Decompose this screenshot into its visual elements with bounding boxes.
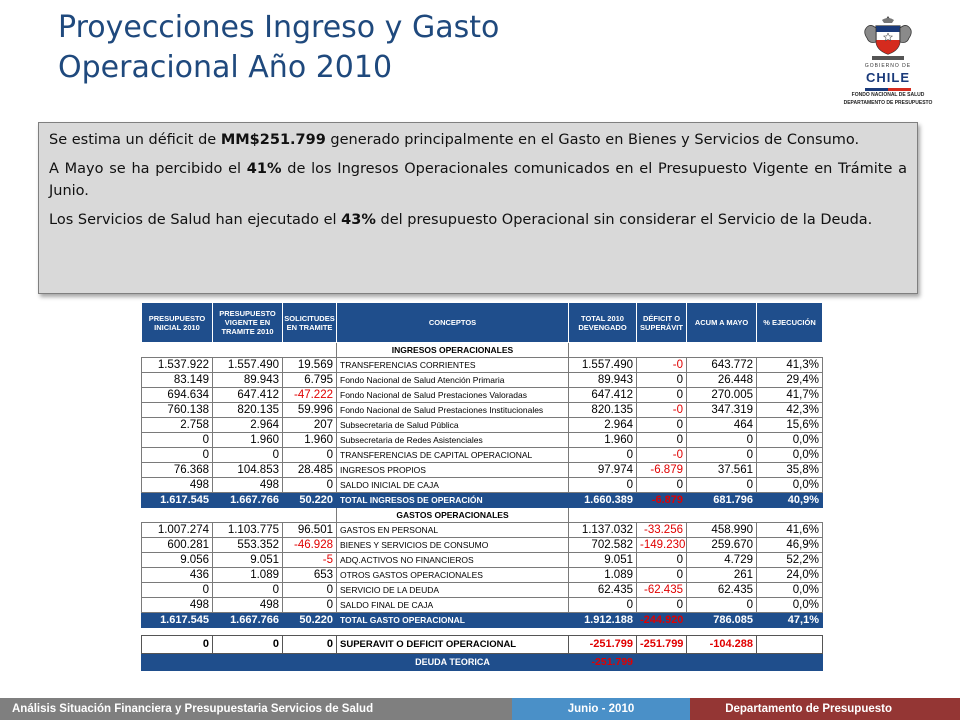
value-cell: 89.943 bbox=[569, 373, 637, 388]
value-cell: 6.795 bbox=[283, 373, 337, 388]
value-cell: 28.485 bbox=[283, 463, 337, 478]
table-row bbox=[142, 478, 823, 493]
value-cell: 0 bbox=[142, 448, 213, 463]
value-cell: 1.960 bbox=[569, 433, 637, 448]
summary-box bbox=[38, 122, 918, 294]
concept-cell: OTROS GASTOS OPERACIONALES bbox=[337, 568, 569, 583]
value-cell: 1.960 bbox=[283, 433, 337, 448]
value-cell: -104.288 bbox=[687, 636, 757, 654]
concept-cell: TRANSFERENCIAS CORRIENTES bbox=[337, 358, 569, 373]
concept-cell: BIENES Y SERVICIOS DE CONSUMO bbox=[337, 538, 569, 553]
table-header-row bbox=[142, 303, 823, 343]
value-cell: 0 bbox=[142, 636, 213, 654]
value-cell: 0 bbox=[569, 448, 637, 463]
value-cell: 26.448 bbox=[687, 373, 757, 388]
table-row bbox=[142, 598, 823, 613]
value-cell: 347.319 bbox=[687, 403, 757, 418]
value-cell: 0 bbox=[637, 553, 687, 568]
value-cell: 0 bbox=[637, 373, 687, 388]
value-cell: 1.007.274 bbox=[142, 523, 213, 538]
footer-report-title: Análisis Situación Financiera y Presupuestaria Servicios de Salud bbox=[0, 698, 512, 720]
concept-cell: Subsecretaria de Salud Pública bbox=[337, 418, 569, 433]
section-ingresos-title bbox=[142, 343, 823, 358]
value-cell: 498 bbox=[213, 598, 283, 613]
value-cell: 458.990 bbox=[687, 523, 757, 538]
concept-cell: SALDO INICIAL DE CAJA bbox=[337, 478, 569, 493]
coat-of-arms-icon bbox=[862, 12, 914, 62]
header-presupuesto-inicial: PRESUPUESTO INICIAL 2010 bbox=[142, 303, 213, 343]
table-row bbox=[142, 538, 823, 553]
value-cell: 0,0% bbox=[757, 478, 823, 493]
value-cell: 0,0% bbox=[757, 448, 823, 463]
value-cell: 9.051 bbox=[213, 553, 283, 568]
section-gastos-title bbox=[142, 508, 823, 523]
value-cell: -0 bbox=[637, 358, 687, 373]
value-cell: -5 bbox=[283, 553, 337, 568]
value-cell: 0 bbox=[283, 636, 337, 654]
value-cell: 498 bbox=[213, 478, 283, 493]
value-cell: 47,1% bbox=[757, 613, 823, 628]
value-cell: -251.799 bbox=[569, 636, 637, 654]
gobierno-de-chile-logo bbox=[838, 12, 938, 112]
summary-paragraph-deficit: Se estima un déficit de MM$251.799 generado principalmente en el Gasto en Bienes y Servicios de Consumo. bbox=[49, 132, 860, 148]
value-cell: 0 bbox=[687, 433, 757, 448]
value-cell: 46,9% bbox=[757, 538, 823, 553]
value-cell: 1.557.490 bbox=[569, 358, 637, 373]
value-cell: 0 bbox=[637, 568, 687, 583]
logo-department-text: DEPARTAMENTO DE PRESUPUESTO bbox=[843, 100, 933, 106]
header-solicitudes: SOLICITUDES EN TRAMITE bbox=[283, 303, 337, 343]
header-acum-mayo: ACUM A MAYO bbox=[687, 303, 757, 343]
value-cell: 259.670 bbox=[687, 538, 757, 553]
value-cell: 1.537.922 bbox=[142, 358, 213, 373]
table-row bbox=[142, 523, 823, 538]
value-cell: -6.879 bbox=[637, 463, 687, 478]
header-ejecucion: % EJECUCIÓN bbox=[757, 303, 823, 343]
value-cell: 498 bbox=[142, 598, 213, 613]
concept-cell: Subsecretaria de Redes Asistenciales bbox=[337, 433, 569, 448]
concept-cell: SUPERAVIT O DEFICIT OPERACIONAL bbox=[337, 636, 569, 654]
concept-cell: SALDO FINAL DE CAJA bbox=[337, 598, 569, 613]
concept-cell: INGRESOS PROPIOS bbox=[337, 463, 569, 478]
logo-fonasa-text: FONDO NACIONAL DE SALUD bbox=[851, 92, 925, 98]
value-cell: 1.617.545 bbox=[142, 613, 213, 628]
value-cell: 702.582 bbox=[569, 538, 637, 553]
value-cell: 62.435 bbox=[569, 583, 637, 598]
value-cell: 0 bbox=[637, 478, 687, 493]
value-cell: 1.089 bbox=[213, 568, 283, 583]
value-cell: 1.137.032 bbox=[569, 523, 637, 538]
value-cell: 0 bbox=[687, 448, 757, 463]
deuda-label: DEUDA TEORICA bbox=[337, 654, 569, 671]
value-cell: 1.660.389 bbox=[569, 493, 637, 508]
value-cell: 207 bbox=[283, 418, 337, 433]
value-cell: -46.928 bbox=[283, 538, 337, 553]
summary-paragraph-ejecucion: Los Servicios de Salud han ejecutado el 43% del presupuesto Operacional sin considerar el Servicio de la Deuda. bbox=[49, 212, 873, 228]
value-cell: 2.758 bbox=[142, 418, 213, 433]
value-cell: 786.085 bbox=[687, 613, 757, 628]
value-cell: 0 bbox=[213, 448, 283, 463]
value-cell: 1.617.545 bbox=[142, 493, 213, 508]
value-cell: 9.051 bbox=[569, 553, 637, 568]
concept-cell: TOTAL GASTO OPERACIONAL bbox=[337, 613, 569, 628]
value-cell: 647.412 bbox=[569, 388, 637, 403]
value-cell: 0,0% bbox=[757, 598, 823, 613]
value-cell: -0 bbox=[637, 403, 687, 418]
concept-cell: Fondo Nacional de Salud Atención Primaria bbox=[337, 373, 569, 388]
deuda-value: -251.799 bbox=[569, 654, 637, 671]
value-cell: 1.089 bbox=[569, 568, 637, 583]
title-line-2: Operacional Año 2010 bbox=[58, 50, 393, 85]
value-cell: 59.996 bbox=[283, 403, 337, 418]
value-cell: 35,8% bbox=[757, 463, 823, 478]
value-cell: 96.501 bbox=[283, 523, 337, 538]
value-cell: 83.149 bbox=[142, 373, 213, 388]
value-cell: 0 bbox=[687, 598, 757, 613]
value-cell: 76.368 bbox=[142, 463, 213, 478]
value-cell: 0 bbox=[283, 598, 337, 613]
value-cell: 694.634 bbox=[142, 388, 213, 403]
value-cell: -244.920 bbox=[637, 613, 687, 628]
value-cell: 24,0% bbox=[757, 568, 823, 583]
value-cell: 0 bbox=[213, 583, 283, 598]
concept-cell: TOTAL INGRESOS DE OPERACIÓN bbox=[337, 493, 569, 508]
value-cell: 2.964 bbox=[569, 418, 637, 433]
footer-date: Junio - 2010 bbox=[512, 698, 690, 720]
value-cell: 40,9% bbox=[757, 493, 823, 508]
table-spacer-row bbox=[142, 628, 823, 636]
value-cell: 1.557.490 bbox=[213, 358, 283, 373]
value-cell: 9.056 bbox=[142, 553, 213, 568]
value-cell: 50.220 bbox=[283, 493, 337, 508]
value-cell: 41,6% bbox=[757, 523, 823, 538]
section-title: INGRESOS OPERACIONALES bbox=[337, 343, 569, 358]
value-cell: 553.352 bbox=[213, 538, 283, 553]
value-cell: 50.220 bbox=[283, 613, 337, 628]
value-cell: 104.853 bbox=[213, 463, 283, 478]
value-cell: 270.005 bbox=[687, 388, 757, 403]
header-presupuesto-vigente: PRESUPUESTO VIGENTE EN TRAMITE 2010 bbox=[213, 303, 283, 343]
value-cell: 19.569 bbox=[283, 358, 337, 373]
value-cell: 600.281 bbox=[142, 538, 213, 553]
value-cell: 1.103.775 bbox=[213, 523, 283, 538]
value-cell: 0 bbox=[213, 636, 283, 654]
value-cell: 1.667.766 bbox=[213, 493, 283, 508]
value-cell: 41,3% bbox=[757, 358, 823, 373]
value-cell: 0 bbox=[142, 583, 213, 598]
concept-cell: TRANSFERENCIAS DE CAPITAL OPERACIONAL bbox=[337, 448, 569, 463]
table-row bbox=[142, 418, 823, 433]
title-line-1: Proyecciones Ingreso y Gasto bbox=[58, 10, 500, 45]
value-cell: 89.943 bbox=[213, 373, 283, 388]
value-cell: 2.964 bbox=[213, 418, 283, 433]
table-row bbox=[142, 403, 823, 418]
value-cell: 29,4% bbox=[757, 373, 823, 388]
value-cell: -62.435 bbox=[637, 583, 687, 598]
page-title bbox=[58, 8, 818, 88]
value-cell: 261 bbox=[687, 568, 757, 583]
value-cell: 760.138 bbox=[142, 403, 213, 418]
value-cell: -47.222 bbox=[283, 388, 337, 403]
value-cell: 0 bbox=[569, 598, 637, 613]
value-cell: 97.974 bbox=[569, 463, 637, 478]
table-row bbox=[142, 433, 823, 448]
table-row bbox=[142, 568, 823, 583]
value-cell: 0 bbox=[283, 448, 337, 463]
table-row bbox=[142, 448, 823, 463]
value-cell: 0,0% bbox=[757, 583, 823, 598]
value-cell: -33.256 bbox=[637, 523, 687, 538]
logo-chile-text: CHILE bbox=[866, 70, 910, 85]
value-cell: 52,2% bbox=[757, 553, 823, 568]
value-cell: 436 bbox=[142, 568, 213, 583]
value-cell: 643.772 bbox=[687, 358, 757, 373]
value-cell: 62.435 bbox=[687, 583, 757, 598]
value-cell: 15,6% bbox=[757, 418, 823, 433]
header-total-devengado: TOTAL 2010 DEVENGADO bbox=[569, 303, 637, 343]
table-row bbox=[142, 553, 823, 568]
value-cell: 681.796 bbox=[687, 493, 757, 508]
total-ingresos-row bbox=[142, 493, 823, 508]
value-cell: 820.135 bbox=[569, 403, 637, 418]
value-cell: 653 bbox=[283, 568, 337, 583]
value-cell: -251.799 bbox=[637, 636, 687, 654]
value-cell: 0 bbox=[569, 478, 637, 493]
footer-department: Departamento de Presupuesto bbox=[690, 698, 960, 720]
value-cell: 0 bbox=[637, 598, 687, 613]
table-row bbox=[142, 373, 823, 388]
concept-cell: Fondo Nacional de Salud Prestaciones Valoradas bbox=[337, 388, 569, 403]
value-cell: 647.412 bbox=[213, 388, 283, 403]
budget-table-body bbox=[142, 343, 823, 671]
deuda-teorica-row bbox=[142, 654, 823, 671]
value-cell: -149.230 bbox=[637, 538, 687, 553]
value-cell: 464 bbox=[687, 418, 757, 433]
value-cell: 4.729 bbox=[687, 553, 757, 568]
logo-gobierno-text: GOBIERNO DE bbox=[864, 63, 912, 69]
value-cell: 0 bbox=[283, 583, 337, 598]
table-row bbox=[142, 463, 823, 478]
value-cell: 0,0% bbox=[757, 433, 823, 448]
budget-table-container bbox=[141, 302, 822, 691]
table-row bbox=[142, 583, 823, 598]
value-cell: 1.912.188 bbox=[569, 613, 637, 628]
budget-table bbox=[141, 302, 823, 671]
header-deficit: DÉFICIT O SUPERÁVIT bbox=[637, 303, 687, 343]
value-cell: 0 bbox=[283, 478, 337, 493]
value-cell: 0 bbox=[637, 388, 687, 403]
value-cell: 41,7% bbox=[757, 388, 823, 403]
superavit-row bbox=[142, 636, 823, 654]
value-cell: 42,3% bbox=[757, 403, 823, 418]
value-cell: 0 bbox=[687, 478, 757, 493]
value-cell: -6.879 bbox=[637, 493, 687, 508]
value-cell: -0 bbox=[637, 448, 687, 463]
value-cell: 0 bbox=[637, 433, 687, 448]
value-cell: 37.561 bbox=[687, 463, 757, 478]
table-row bbox=[142, 358, 823, 373]
value-cell bbox=[757, 636, 823, 654]
value-cell: 820.135 bbox=[213, 403, 283, 418]
value-cell: 0 bbox=[637, 418, 687, 433]
value-cell: 1.960 bbox=[213, 433, 283, 448]
total-gastos-row bbox=[142, 613, 823, 628]
footer-bar bbox=[0, 698, 960, 720]
concept-cell: ADQ.ACTIVOS NO FINANCIEROS bbox=[337, 553, 569, 568]
concept-cell: SERVICIO DE LA DEUDA bbox=[337, 583, 569, 598]
value-cell: 498 bbox=[142, 478, 213, 493]
header-conceptos: CONCEPTOS bbox=[337, 303, 569, 343]
concept-cell: Fondo Nacional de Salud Prestaciones Institucionales bbox=[337, 403, 569, 418]
value-cell: 0 bbox=[142, 433, 213, 448]
value-cell: 1.667.766 bbox=[213, 613, 283, 628]
section-title: GASTOS OPERACIONALES bbox=[337, 508, 569, 523]
table-row bbox=[142, 388, 823, 403]
summary-paragraph-ingresos: A Mayo se ha percibido el 41% de los Ingresos Operacionales comunicados en el Presupuesto Vigente en Trámite a Junio. bbox=[49, 161, 908, 199]
concept-cell: GASTOS EN PERSONAL bbox=[337, 523, 569, 538]
